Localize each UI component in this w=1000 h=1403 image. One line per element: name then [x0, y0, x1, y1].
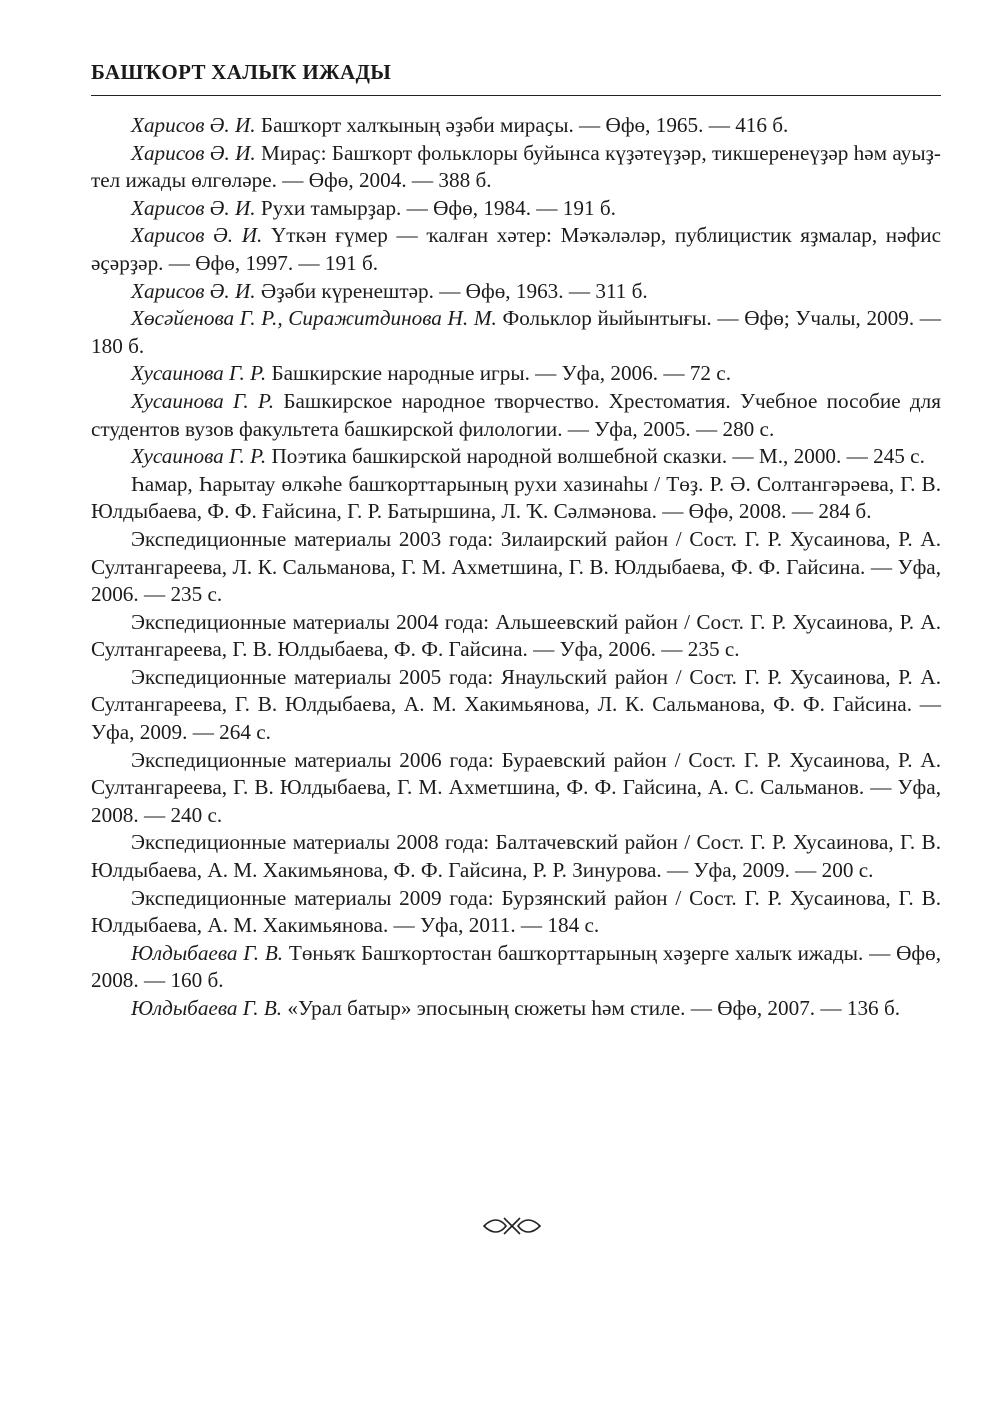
entry-author: Юлдыбаева Г. В.	[131, 940, 284, 965]
bibliography-entry	[91, 360, 941, 388]
entry-text: «Урал батыр» эпосының сюжеты һәм стиле. — Өфө, 2007. — 136 б.	[282, 996, 901, 1020]
bibliography-entry	[91, 195, 941, 223]
bibliography-entry	[91, 940, 941, 995]
entry-text: Мираҫ: Башҡорт фольклоры буйынса күҙәтеүҙәр, тикшеренеүҙәр һәм ауыҙ-тел ижады өлгөләре. — Өфө, 2004. — 388 б.	[91, 140, 941, 193]
entry-text: Башкирское народное творчество. Хрестоматия. Учебное пособие для студентов вузов факультета башкирской филологии. — Уфа, 2005. — 280 с.	[91, 388, 941, 441]
entry-text: Экспедиционные материалы 2005 года: Янаульский район / Сост. Г. Р. Хусаинова, Р. А. Султангареева, Г. В. Юлдыбаева, А. М. Хакимьянова, Л. К. Сальманова, Ф. Ф. Гайсина. — Уфа, 2009. — 264 с.	[91, 664, 941, 745]
entry-author: Хусаинова Г. Р.	[131, 361, 267, 386]
entry-text: Фольклор йыйынтығы. — Өфө; Учалы, 2009. — 180 б.	[91, 306, 941, 358]
bibliography-entry	[91, 388, 941, 443]
entry-text: Экспедиционные материалы 2006 года: Бураевский район / Сост. Г. Р. Хусаинова, Р. А. Султангареева, Г. В. Юлдыбаева, Г. М. Ахметшина, Ф. Ф. Гайсина, А. С. Сальманов. — Уфа, 2008. — 240 с.	[91, 747, 941, 827]
bibliography-entry	[91, 885, 941, 940]
entry-text: Экспедиционные материалы 2009 года: Бурзянский район / Сост. Г. Р. Хусаинова, Г. В. Юлдыбаева, А. М. Хакимьянова. — Уфа, 2011. — 184 с.	[91, 885, 941, 938]
bibliography-entry	[91, 471, 941, 526]
entry-author: Хөсәйенова Г. Р., Сиражитдинова Н. М.	[131, 306, 497, 331]
entry-text: Поэтика башкирской народной волшебной сказки. — М., 2000. — 245 с.	[266, 444, 925, 469]
bibliography-entry	[91, 526, 941, 609]
entry-author: Харисов Ә. И.	[131, 195, 256, 220]
entry-text: Башҡорт халҡының әҙәби мираҫы. — Өфө, 1965. — 416 б.	[255, 113, 789, 137]
bibliography-entry	[91, 664, 941, 747]
bibliography-entry	[91, 140, 941, 195]
header-rule	[91, 95, 941, 96]
bibliography-entry	[91, 995, 941, 1023]
entry-text: Үткән ғүмер — ҡалған хәтер: Мәҡәләләр, публицистик яҙмалар, нәфис әҫәрҙәр. — Өфө, 1997. — 191 б.	[91, 223, 941, 275]
entry-author: Харисов Ә. И.	[131, 113, 256, 137]
entry-author: Харисов Ә. И.	[131, 140, 256, 165]
bibliography-entry	[91, 609, 941, 664]
running-title: БАШҠОРТ ХАЛЫҠ ИЖАДЫ	[91, 60, 392, 84]
entry-author: Харисов Ә. И.	[131, 278, 256, 303]
bibliography-entry	[91, 222, 941, 277]
entry-text: Экспедиционные материалы 2004 года: Альшеевский район / Сост. Г. Р. Хусаинова, Р. А. Султангареева, Г. В. Юлдыбаева, Ф. Ф. Гайсина. — Уфа, 2006. — 235 с.	[91, 609, 941, 662]
bibliography-entry	[91, 829, 941, 884]
entry-author: Харисов Ә. И.	[131, 223, 263, 248]
bibliography-entry	[91, 112, 941, 140]
entry-text: Башкирские народные игры. — Уфа, 2006. — 72 с.	[266, 361, 732, 386]
entry-author: Хусаинова Г. Р.	[131, 444, 267, 469]
entry-text: Төньяҡ Башҡортостан башҡорттарының хәҙерге халыҡ ижады. — Өфө, 2008. — 160 б.	[91, 940, 941, 993]
entry-author: Хусаинова Г. Р.	[131, 388, 275, 413]
fleuron-ornament-icon	[482, 1214, 542, 1238]
entry-text: Һамар, Һарытау өлкәһе башҡорттарының рухи хазинаһы / Төҙ. Р. Ә. Солтангәрәева, Г. В. Юлдыбаева, Ф. Ф. Ғайсина, Г. Р. Батыршина, Л. Ҡ. Сәлмәнова. — Өфө, 2008. — 284 б.	[91, 471, 941, 524]
entry-text: Экспедиционные материалы 2003 года: Зилаирский район / Сост. Г. Р. Хусаинова, Р. А. Султангареева, Л. К. Сальманова, Г. М. Ахметшина, Г. В. Юлдыбаева, Ф. Ф. Гайсина. — Уфа, 2006. — 235 с.	[91, 526, 941, 607]
entry-text: Рухи тамырҙар. — Өфө, 1984. — 191 б.	[255, 195, 616, 220]
bibliography-entry	[91, 305, 941, 360]
bibliography-entry	[91, 278, 941, 306]
bibliography-entry	[91, 747, 941, 830]
entry-author: Юлдыбаева Г. В.	[131, 996, 283, 1020]
bibliography-entry	[91, 443, 941, 471]
bibliography-list	[91, 112, 941, 1023]
entry-text: Экспедиционные материалы 2008 года: Балтачевский район / Сост. Г. Р. Хусаинова, Г. В. Юлдыбаева, А. М. Хакимьянова, Ф. Ф. Гайсина, Р. Р. Зинурова. — Уфа, 2009. — 200 с.	[91, 830, 941, 883]
entry-text: Әҙәби күренештәр. — Өфө, 1963. — 311 б.	[255, 278, 648, 303]
